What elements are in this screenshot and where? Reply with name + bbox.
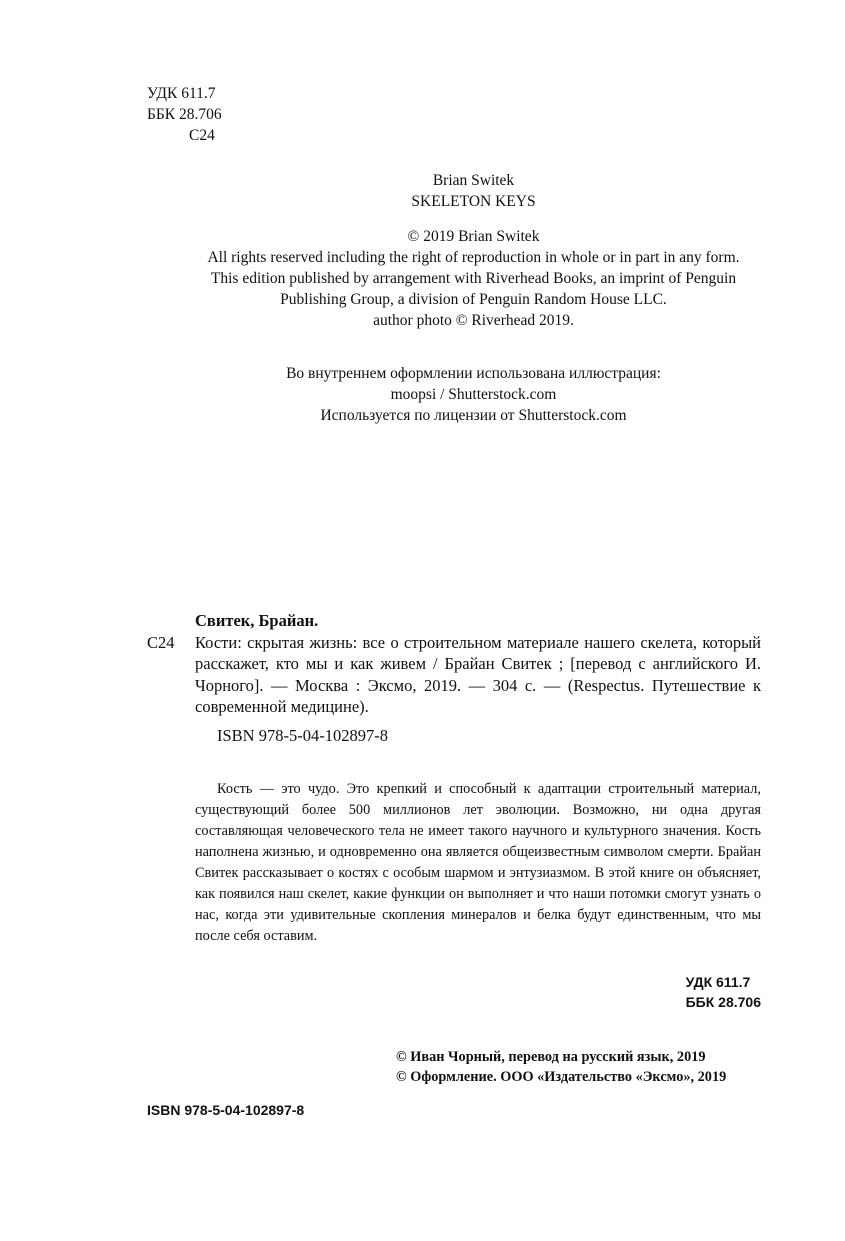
bbk-code: ББК 28.706 (147, 106, 222, 123)
classification-bottom (686, 972, 761, 1012)
record-entry (147, 632, 761, 718)
record-code: С24 (147, 632, 175, 652)
classification-block (147, 83, 222, 146)
author-mark: С24 (189, 127, 215, 144)
rights-block (186, 226, 761, 331)
design-copyright: © Оформление. ООО «Издательство «Эксмо», 2019 (396, 1069, 727, 1085)
isbn-bottom: ISBN 978-5-04-102897-8 (147, 1102, 305, 1118)
annotation: Кость — это чудо. Это крепкий и способный к адаптации строительный материал, существующий более 500 миллионов лет эволюции. Возможно, ни одна другая составляющая человеческого тела не имеет такого научного и культурного значения. Кость наполнена жизнью, и одновременно она является общеизвестным символом смерти. Брайан Свитек рассказывает о костях с особым шармом и энтузиазмом. В этой книге он объясняет, как появился наш скелет, какие функции он выполняет и что наши потомки смогут узнать о нас, когда эти удивительные скопления минералов и белка будут единственным, что мы после себя оставим. (195, 781, 761, 944)
original-title: SKELETON KEYS (411, 193, 536, 210)
udk-code-bottom: УДК 611.7 (685, 974, 751, 990)
udk-code: УДК 611.7 (147, 85, 216, 102)
illustration-line-2: moopsi / Shutterstock.com (390, 386, 557, 403)
rights-reserved: All rights reserved including the right of reproduction in whole or in part in any form. (207, 249, 740, 266)
copyright-line: © 2019 Brian Switek (407, 228, 540, 245)
illustration-credit (186, 363, 761, 426)
bbk-code-bottom: ББК 28.706 (685, 994, 761, 1010)
original-edition (186, 170, 761, 212)
arrangement-notice: This edition published by arrangement with Riverhead Books, an imprint of Penguin Publishing Group, a division of Penguin Random House LLC. (210, 270, 737, 308)
translation-copyright: © Иван Чорный, перевод на русский язык, 2019 (396, 1049, 706, 1065)
photo-credit: author photo © Riverhead 2019. (373, 312, 574, 329)
original-author: Brian Switek (432, 172, 515, 189)
record-description: Кости: скрытая жизнь: все о строительном материале нашего скелета, который расскажет, кто мы и как живем / Брайан Свитек ; [перевод с английского И. Чорного]. — Москва : Эксмо, 2019. — 304 с. — (Respectus. Путешествие к современной медицине). (195, 632, 761, 716)
copyright-ru (396, 1047, 766, 1087)
record-isbn: ISBN 978-5-04-102897-8 (217, 725, 388, 745)
illustration-line-3: Используется по лицензии от Shutterstock.com (320, 407, 627, 424)
author-heading: Свитек, Брайан. (195, 611, 319, 630)
bibliographic-record (147, 610, 761, 746)
illustration-line-1: Во внутреннем оформлении использована иллюстрация: (286, 365, 661, 382)
